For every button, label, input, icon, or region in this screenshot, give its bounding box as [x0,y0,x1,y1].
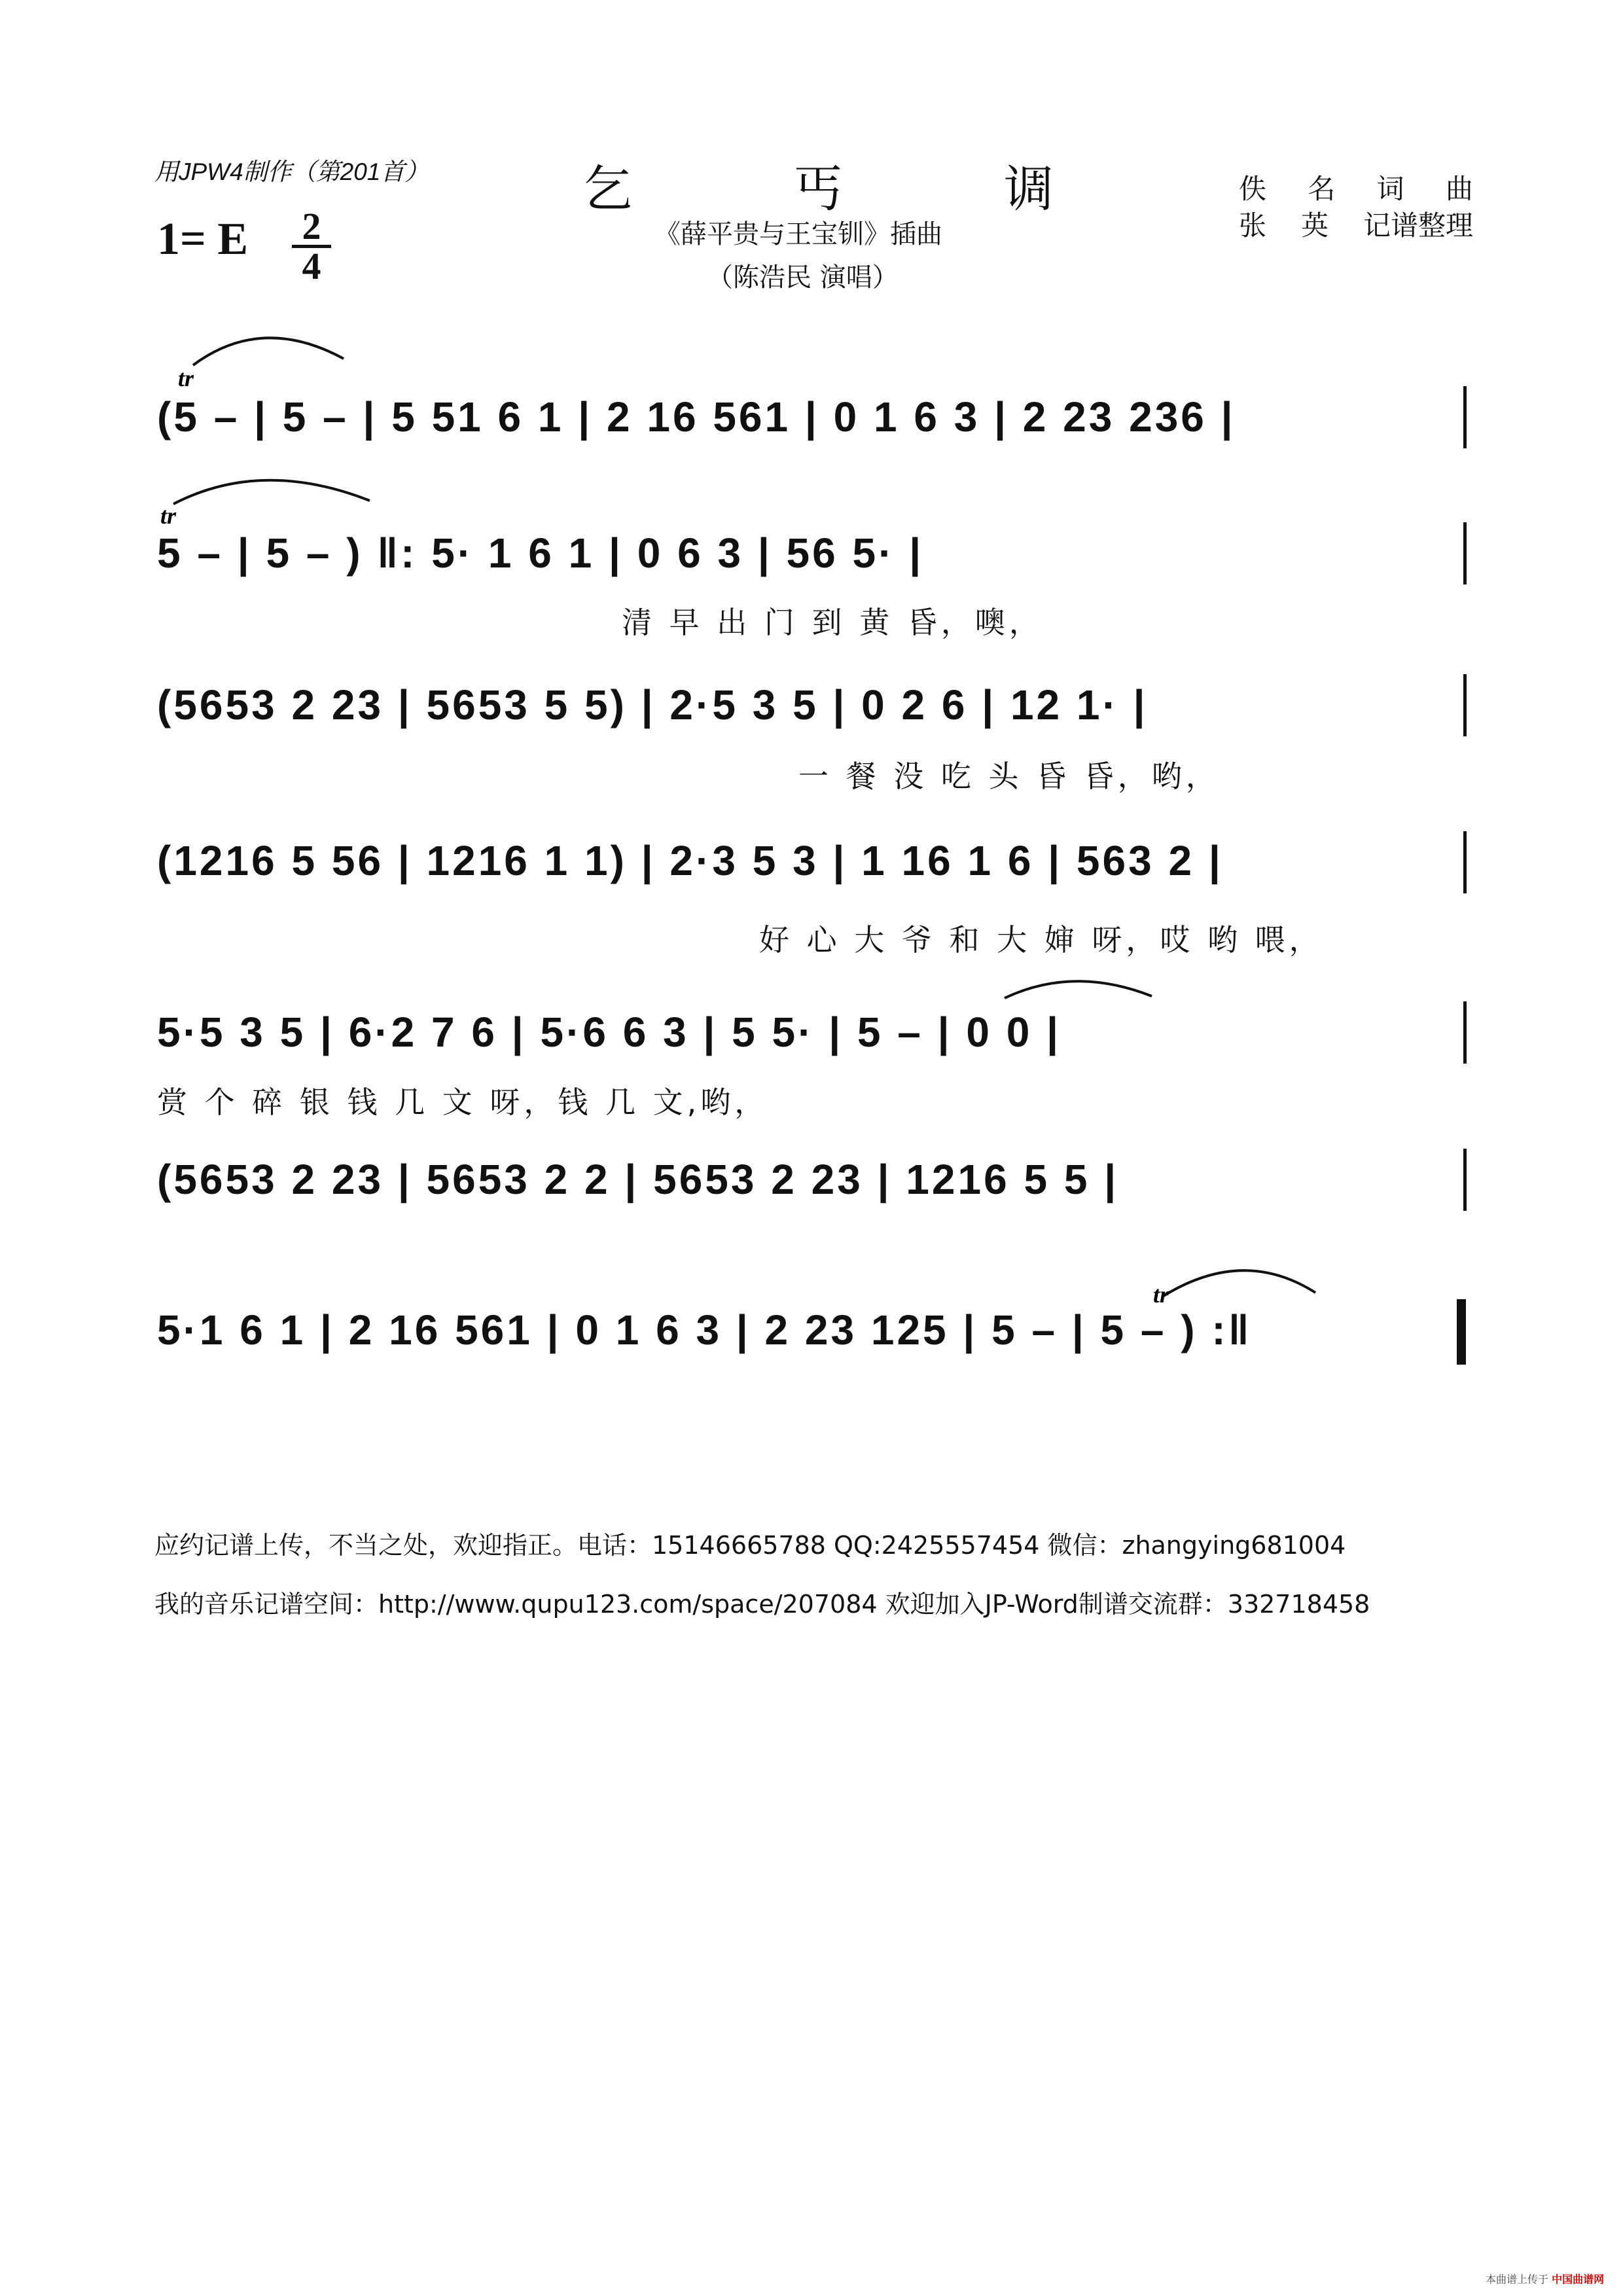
barline [1463,1001,1467,1064]
author-char: 张 [1239,209,1267,242]
author-char: 词 [1376,173,1404,205]
score-row-4: (1216 5 56 | 1216 1 1) | 2·3 5 3 | 1 16 1 6 | 563 2 | [157,837,1223,884]
tie-slur [193,338,344,365]
source-badge [1486,2271,1604,2286]
barline [1463,674,1467,736]
score-row-1: (5 – | 5 – | 5 51 6 1 | 2 16 561 | 0 1 6 3 | 2 23 236 | [157,393,1236,440]
final-barline [1457,1299,1466,1365]
credit-line: 用JPW4制作（第201首） [154,158,429,185]
time-denominator: 4 [302,245,321,287]
lyric-row-1: 清 早 出 门 到 黄 昏，噢， [622,605,1043,640]
title-char: 调 [1004,160,1054,218]
lyric-row-2: 一 餐 没 吃 头 昏 昏，哟， [798,759,1220,794]
barline [1463,386,1467,448]
key-signature: 1= E [157,214,249,264]
subtitle: 《薛平贵与王宝钏》插曲 [654,219,942,249]
tie-slur [1005,981,1152,998]
score-row-3: (5653 2 23 | 5653 5 5) | 2·5 3 5 | 0 2 6 | 12 1· | [157,681,1148,728]
barline [1463,1149,1467,1211]
score-row-5: 5·5 3 5 | 6·2 7 6 | 5·6 6 3 | 5 5· | 5 – | 0 0 | [157,1009,1061,1056]
author-char: 记谱整理 [1363,209,1473,242]
trill-mark: tr [1153,1282,1169,1308]
lyric-row-3: 好 心 大 爷 和 大 婶 呀，哎 哟 喂， [759,922,1323,958]
tie-slur [173,480,370,504]
lyric-row-4: 赏 个 碎 银 钱 几 文 呀，钱 几 文,哟， [157,1085,769,1120]
title-char: 乞 [582,160,632,218]
author-char: 名 [1308,173,1336,205]
barline [1463,522,1467,584]
trill-mark: tr [178,365,194,391]
title-char: 丐 [793,160,843,218]
badge-brand: 中国曲谱网 [1552,2273,1605,2286]
singer: （陈浩民 演唱） [707,262,899,293]
score-row-2: 5 – | 5 – ) ‖: 5· 1 6 1 | 0 6 3 | 56 5· | [157,529,924,577]
badge-text: 本曲谱上传于 [1486,2273,1549,2286]
score-row-7: 5·1 6 1 | 2 16 561 | 0 1 6 3 | 2 23 125 | 5 – | 5 – ) :‖ [157,1306,1252,1354]
score-row-6: (5653 2 23 | 5653 2 2 | 5653 2 23 | 1216 5 5 | [157,1156,1119,1203]
barline [1463,831,1467,893]
tie-slur [1164,1270,1315,1296]
author-char: 佚 [1239,173,1267,205]
author-char: 曲 [1445,173,1473,205]
author-char: 英 [1300,209,1329,242]
footer-space-link[interactable]: 我的音乐记谱空间：http://www.qupu123.com/space/207084 欢迎加入JP-Word制谱交流群：332718458 [154,1590,1370,1619]
time-numerator: 2 [292,208,331,248]
footer-contact: 应约记谱上传，不当之处，欢迎指正。电话：15146665788 QQ:2425557454 微信：zhangying681004 [154,1531,1346,1560]
trill-mark: tr [160,503,177,529]
